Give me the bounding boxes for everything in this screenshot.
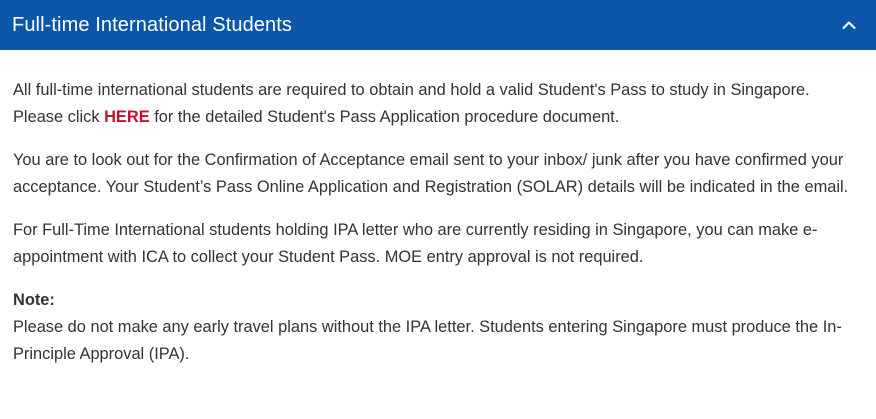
note-text: Please do not make any early travel plans without the IPA letter. Students entering Singapore must produce the In-Principle Approval (IPA). (13, 318, 842, 363)
chevron-up-icon[interactable] (838, 14, 860, 36)
accordion-title: Full-time International Students (12, 14, 293, 36)
accordion-body (0, 50, 876, 368)
accordion-header[interactable] (0, 0, 876, 50)
students-pass-text-pre: All full-time international students are required to obtain and hold a valid Student's Pass to study in Singapore. Please click (13, 81, 810, 126)
ipa-letter-paragraph: For Full-Time International students holding IPA letter who are currently residing in Singapore, you can make e-appointment with ICA to collect your Student Pass. MOE entry approval is not required. (13, 221, 818, 266)
students-pass-paragraph (13, 77, 863, 131)
here-link[interactable]: HERE (104, 108, 150, 126)
confirmation-email-paragraph: You are to look out for the Confirmation of Acceptance email sent to your inbox/ junk after you have confirmed your acceptance. Your Student’s Pass Online Application and Registration (SOLAR) details will be indicated in the email. (13, 151, 849, 196)
students-pass-text-post: for the detailed Student's Pass Application procedure document. (149, 108, 620, 126)
note-heading: Note: (13, 291, 55, 309)
